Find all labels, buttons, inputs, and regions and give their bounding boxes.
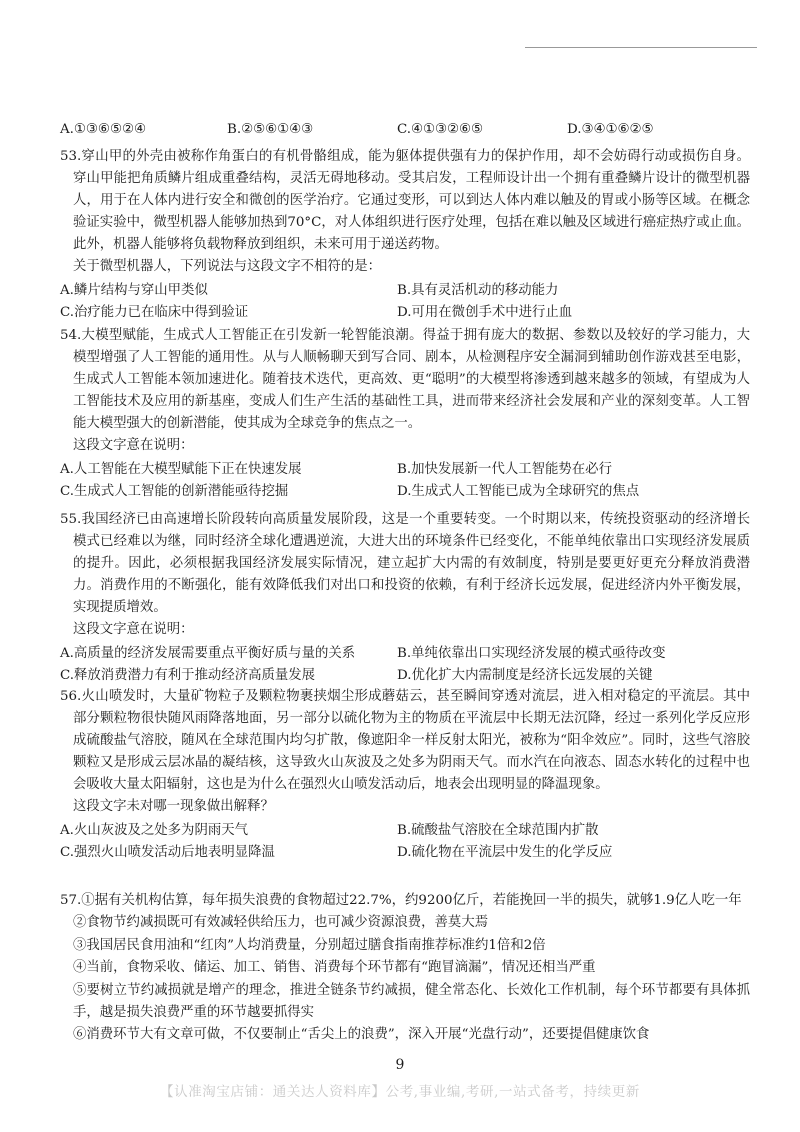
option-d[interactable]: D.优化扩大内需制度是经济长远发展的关键 [397,668,653,683]
question-prompt: 这段文字意在说明： [73,438,194,453]
option-b[interactable]: B.单纯依靠出口实现经济发展的模式亟待改变 [397,646,666,661]
option-c[interactable]: C.强烈火山喷发活动后地表明显降温 [60,845,275,860]
question-57 [60,890,750,1047]
page-number: 9 [395,1057,405,1073]
option-c[interactable]: C.治疗能力已在临床中得到验证 [60,305,249,320]
question-54 [60,325,750,503]
option-b[interactable]: B.②⑤⑥①④③ [227,122,314,137]
option-a[interactable]: A.人工智能在大模型赋能下正在快速发展 [60,462,302,477]
question-prompt: 关于微型机器人，下列说法与这段文字不相符的是： [73,259,381,274]
option-d[interactable]: D.③④①⑥②⑤ [567,122,654,137]
question-text: 56.火山喷发时，大量矿物粒子及颗粒物裹挟烟尘形成蘑菇云，甚至瞬间穿透对流层，进入相对稳定的平流层。其中部分颗粒物很快随风雨降落地面，另一部分以硫化物为主的物质在平流层中长期无法沉降，经过一系列化学反应形成硫酸盐气溶胶，随风在全球范围内均匀扩散，像遮阳伞一样反射太阳光，被称为“阳伞效应”。同时，这些气溶胶颗粒又是形成云层冰晶的凝结核，这导致火山灰波及之处多为阴雨天气。而水汽在向液态、固态水转化的过程中也会吸收大量太阳辐射，这也是为什么在强烈火山喷发活动后，地表会出现明显的降温现象。 [60,689,750,792]
option-d[interactable]: D.可用在微创手术中进行止血 [397,305,573,320]
footer-watermark: 【认准淘宝店铺：通关达人资料库】公考,事业编,考研,一站式备考，持续更新 [160,1084,640,1100]
sentence-1: 57.①据有关机构估算，每年损失浪费的食物超过22.7%，约9200亿斤，若能挽回一半的损失，就够1.9亿人吃一年 [60,893,742,908]
header-rule [525,47,757,48]
options-q52 [60,122,750,142]
option-d[interactable]: D.硫化物在平流层中发生的化学反应 [397,845,613,860]
option-c[interactable]: C.释放消费潜力有利于推动经济高质量发展 [60,668,316,683]
option-c[interactable]: C.④①③②⑥⑤ [397,122,484,137]
question-text: 54.大模型赋能，生成式人工智能正在引发新一轮智能浪潮。得益于拥有庞大的数据、参数以及较好的学习能力，大模型增强了人工智能的通用性。从与人顺畅聊天到写合同、剧本，从检测程序安全漏洞到辅助创作游戏甚至电影，生成式人工智能本领加速进化。随着技术迭代，更高效、更“聪明”的大模型将渗透到越来越多的领域，有望成为人工智能技术及应用的新基座，变成人们生产生活的基础性工具，进而带来经济社会发展和产业的深刻变革。人工智能大模型强大的创新潜能，使其成为全球竞争的焦点之一。 [60,328,750,431]
question-53 [60,146,750,324]
option-b[interactable]: B.加快发展新一代人工智能势在必行 [397,462,612,477]
question-prompt: 这段文字意在说明： [73,622,194,637]
option-b[interactable]: B.具有灵活机动的移动能力 [397,283,559,298]
question-55 [60,509,750,687]
sentence-5: ⑤要树立节约减损就是增产的理念，推进全链条节约减损，健全常态化、长效化工作机制，每个环节都要有具体抓手，越是损失浪费严重的环节越要抓得实 [73,982,750,1021]
question-text: 55.我国经济已由高速增长阶段转向高质量发展阶段，这是一个重要转变。一个时期以来，传统投资驱动的经济增长模式已经难以为继，同时经济全球化遭遇逆流，大进大出的环境条件已经变化，不能单纯依靠出口实现经济发展质的提升。因此，必须根据我国经济发展实际情况，建立起扩大内需的有效制度，特别是要更好更充分释放消费潜力。消费作用的不断强化，能有效降低我们对出口和投资的依赖，有利于经济长远发展，促进经济内外平衡发展，实现提质增效。 [60,512,750,615]
option-a[interactable]: A.鳞片结构与穿山甲类似 [60,283,208,298]
option-b[interactable]: B.硫酸盐气溶胶在全球范围内扩散 [397,823,599,838]
option-c[interactable]: C.生成式人工智能的创新潜能亟待挖掘 [60,484,289,499]
sentence-3: ③我国居民食用油和“红肉”人均消费量，分别超过膳食指南推荐标准约1倍和2倍 [73,937,546,953]
sentence-4: ④当前，食物采收、储运、加工、销售、消费每个环节都有“跑冒滴漏”，情况还相当严重 [73,960,596,976]
option-a[interactable]: A.火山灰波及之处多为阴雨天气 [60,823,249,838]
sentence-6: ⑥消费环节大有文章可做，不仅要制止“舌尖上的浪费”，深入开展“光盘行动”，还要提倡健康饮食 [73,1027,650,1043]
question-text: 53.穿山甲的外壳由被称作角蛋白的有机骨骼组成，能为躯体提供强有力的保护作用，却不会妨碍行动或损伤自身。穿山甲能把角质鳞片组成重叠结构，灵活无碍地移动。受其启发，工程师设计出一个拥有重叠鳞片设计的微型机器人，用于在人体内进行安全和微创的医学治疗。它通过变形，可以到达人体内难以触及的胃或小肠等区域。在概念验证实验中，微型机器人能够加热到70°C，对人体组织进行医疗处理，包括在难以触及区域进行癌症热疗或止血。此外，机器人能够将负载物释放到组织，未来可用于递送药物。 [60,149,750,252]
question-56 [60,686,750,864]
sentence-2: ②食物节约减损既可有效减轻供给压力，也可减少资源浪费，善莫大焉 [73,915,489,931]
question-prompt: 这段文字未对哪一现象做出解释？ [73,799,274,814]
option-a[interactable]: A.高质量的经济发展需要重点平衡好质与量的关系 [60,646,356,661]
option-a[interactable]: A.①③⑥⑤②④ [60,122,146,137]
option-d[interactable]: D.生成式人工智能已成为全球研究的焦点 [397,484,640,499]
